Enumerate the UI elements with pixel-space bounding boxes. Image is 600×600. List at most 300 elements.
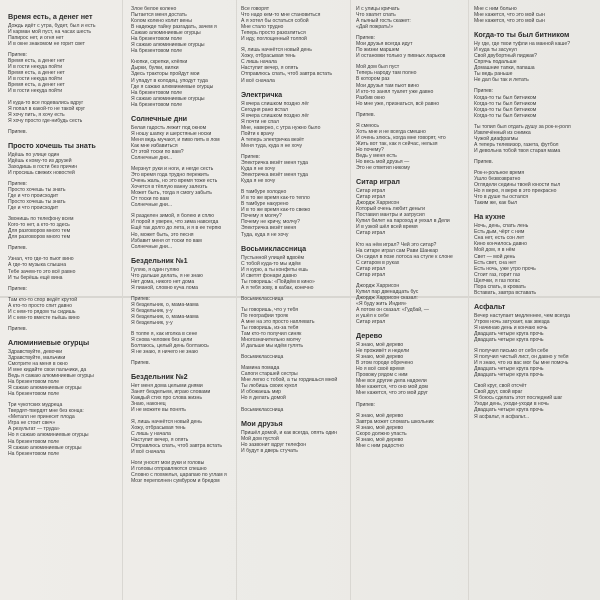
lyric-line: И с кем-то рядом ты сидишь bbox=[8, 308, 76, 315]
lyric-line: Двадцать четыре круга прочь bbox=[474, 372, 544, 379]
lyric-line: Припев: bbox=[8, 180, 28, 187]
lyric-line: Я бездельник, о, мама-мама bbox=[131, 313, 199, 320]
lyric-line: Рок-н-рольное время bbox=[474, 169, 525, 176]
lyric-line: Гуляю, я один гуляю bbox=[131, 266, 180, 273]
lyric-line: Сна нет, есть сон лет bbox=[474, 235, 525, 242]
lyric-line: И просишь свежих новостей bbox=[8, 169, 75, 176]
song-title: Асфальт bbox=[474, 301, 506, 311]
lyric-line: Мозг переполнен сумбуром и бредом bbox=[131, 477, 220, 484]
lyric-line: Может быть, тогда я смогу забыть bbox=[131, 190, 212, 197]
lyric-line: Три чукотских мудреца bbox=[8, 402, 63, 409]
lyric-line: Уходи день, уходи-уходи в ночь bbox=[474, 401, 549, 408]
lyric-line: И куда-то все подевались вдруг bbox=[8, 99, 84, 106]
lyric-line: И кто-то занял туалет уже давно bbox=[356, 88, 434, 95]
column-fold-1 bbox=[122, 0, 123, 600]
lyric-line: Мой дом был пуст bbox=[356, 64, 400, 71]
lyric-line: Мамина помада bbox=[241, 365, 280, 372]
lyric-line: Хожу, отбрасывая тень bbox=[241, 53, 296, 60]
lyric-line: Я знаю, моё дерево bbox=[356, 424, 404, 431]
lyric-line: И куда ты засунул bbox=[474, 47, 517, 54]
lyric-line: А я хотел бы остаться собой bbox=[241, 18, 309, 25]
lyric-line: Купил пар двенадцать бус bbox=[356, 288, 419, 295]
lyric-line: Ведь у меня есть bbox=[356, 152, 397, 159]
lyric-line: Мои друзья всегда идут bbox=[356, 41, 413, 48]
lyric-line: Избавит меня от тоски по вам bbox=[131, 237, 202, 244]
lyric-line: На брезентовом поле bbox=[8, 450, 60, 457]
lyric-line: Я асфальт, я асфальт... bbox=[474, 413, 530, 420]
lyric-line: Мерзнут руки и ноги, и негде сесть bbox=[131, 166, 214, 173]
lyric-line: Припев. bbox=[474, 158, 494, 165]
lyric-line: Мне стало трудно bbox=[241, 24, 284, 31]
lyric-line: Я знаю, моё дерево bbox=[356, 436, 404, 443]
lyric-line: Свой круг, свой отсчёт bbox=[474, 383, 527, 390]
lyric-line: Вечер наступает медленнее, чем всегда bbox=[474, 312, 570, 319]
lyric-line: Пойти к врачу bbox=[241, 130, 275, 137]
lyric-line: А потом он сказал: «Гудбай, — bbox=[356, 306, 430, 313]
lyric-line: Что в душе ты остался bbox=[474, 194, 529, 201]
lyric-line: И будут в дверь стучать bbox=[241, 447, 298, 454]
lyric-line: Твердят-твердят мне без конца: bbox=[8, 408, 84, 415]
lyric-line: Время есть, а денег нет bbox=[8, 70, 65, 77]
lyric-line: И в окне знакомом не горит свет bbox=[8, 41, 85, 48]
lyrics-column-3 bbox=[241, 6, 349, 454]
lyric-line: И в гости некуда пойти bbox=[8, 88, 63, 95]
lyric-line: Припев. bbox=[8, 325, 28, 332]
lyric-line: Наступит вечер, я опять bbox=[131, 436, 189, 443]
lyric-line: И с кем-то вместе пьёшь вино bbox=[8, 314, 80, 321]
lyric-line: Заходишь в гости без причин bbox=[8, 163, 78, 170]
lyric-line: Я знаю, моё дерево bbox=[356, 354, 404, 361]
lyric-line: Каждый стих про слова жизнь bbox=[131, 395, 202, 402]
lyric-line: Знаю, наконец bbox=[131, 401, 166, 408]
lyric-line: Жить вот так, как я сейчас, нельзя bbox=[356, 140, 438, 147]
lyric-line: Здесь тракторы пройдут мои bbox=[131, 71, 200, 78]
lyric-line: «Металл не принесет плода bbox=[8, 414, 75, 421]
lyric-line: В этом городе обречено bbox=[356, 360, 414, 367]
lyric-line: Вставать, завтра вставать bbox=[474, 289, 537, 296]
lyric-line: Когда-то ты был битником bbox=[474, 106, 537, 113]
lyric-line: Сегодня рано встал bbox=[241, 106, 288, 113]
lyric-line: Я хочу просто где-нибудь сесть bbox=[8, 117, 83, 124]
lyric-line: Дождь идёт с утра, будет, был и есть bbox=[8, 23, 96, 29]
lyric-line: И в то же время как-то тепло bbox=[241, 195, 310, 202]
lyric-line: Припев. bbox=[8, 128, 28, 135]
lyric-line: Электричка везёт меня bbox=[241, 225, 297, 232]
lyric-line: В тамбуре холодно bbox=[241, 189, 287, 196]
lyric-line: Ведь я сажаю алюминиевые огурцы bbox=[8, 373, 94, 380]
lyric-line: И всё сначала bbox=[131, 448, 165, 455]
lyric-line: Но мне уже, признаться, всё равно bbox=[356, 100, 440, 107]
lyric-line: Где я сажаю алюминиевые огурцы bbox=[131, 83, 214, 90]
song-title: Мои друзья bbox=[241, 418, 283, 428]
lyric-line: И ты берёшь ещё вина bbox=[8, 274, 63, 281]
lyric-line: Хоть мне и не всегда смешно bbox=[356, 128, 426, 135]
lyric-line: Восьмиклассница bbox=[241, 406, 284, 413]
lyric-line: Очень жаль, но это время тоже есть bbox=[131, 178, 218, 185]
lyric-line: Мой дом пустой bbox=[241, 435, 279, 442]
lyric-line: И иду, поглощенный толпой bbox=[241, 36, 307, 43]
lyric-line: И в гости некуда пойти bbox=[8, 64, 63, 71]
lyric-line: Ситар играл bbox=[356, 265, 386, 272]
lyric-line: Поставил мантры и затрусил bbox=[356, 212, 425, 219]
lyric-line: Мои друзья там пьют вино bbox=[356, 82, 419, 89]
lyric-line: Теперь народу там полно bbox=[356, 70, 417, 77]
lyric-line: Пустынной улицей вдвоём bbox=[241, 254, 305, 261]
lyric-line: Все говорят bbox=[241, 6, 270, 12]
song-title: Алюминиевые огурцы bbox=[8, 337, 90, 347]
lyrics-column-4 bbox=[356, 6, 464, 449]
lyric-line: На брезентовом поле bbox=[131, 89, 183, 96]
lyric-line: Я, лишь начнётся новый день bbox=[241, 47, 312, 54]
lyric-line: Припев: bbox=[474, 88, 494, 95]
lyric-line: Ситар играл bbox=[356, 230, 386, 237]
lyric-line: А кто-то просто спит давно bbox=[8, 302, 72, 309]
lyric-line: Электричка везёт меня туда bbox=[241, 159, 309, 166]
lyric-line: И я курю, а ты конфеты ешь bbox=[241, 266, 308, 273]
lyric-line: Игра не стоит свеч» bbox=[8, 420, 56, 427]
lyric-line: Что надо кем-то мне становиться bbox=[241, 12, 321, 19]
lyric-line: Белая гадость лежит под окном bbox=[131, 124, 207, 131]
lyric-line: «Я буду жить Индия» bbox=[356, 300, 407, 307]
lyric-line: Но, может быть, это песня bbox=[131, 231, 194, 238]
lyric-line: Домашние тапки, папаша bbox=[474, 65, 535, 72]
lyric-line: И я знаю, что из вас мог бы мне помочь bbox=[474, 360, 569, 367]
lyric-line: Я вчера слишком поздно лёг bbox=[241, 100, 310, 107]
lyric-line: Я сажаю алюминиевые огурцы bbox=[131, 42, 205, 49]
lyric-line: И с улицы кричать bbox=[356, 6, 400, 12]
lyric-line: Ситар играл bbox=[356, 319, 386, 326]
lyric-line: Меня туда, куда я не хочу bbox=[241, 142, 303, 149]
lyric-line: Разбив окно bbox=[356, 94, 385, 101]
lyric-line: Что дальше делать, я не знаю bbox=[131, 272, 203, 279]
lyric-line: Мне кажется, что это мой сын bbox=[474, 12, 545, 19]
lyric-line: Хожу, отбрасывая тень bbox=[131, 424, 186, 431]
lyric-line: Джордж Харрисон bbox=[356, 200, 400, 207]
lyric-line: Я пианой, словно куча лома bbox=[131, 284, 198, 291]
lyric-line: Свой двубортный пиджак? bbox=[474, 53, 538, 60]
lyric-line: А где-то музыка слышна bbox=[8, 262, 67, 269]
lyric-line: Куда я не хочу bbox=[241, 178, 276, 185]
lyric-line: Восьмиклассница bbox=[241, 354, 284, 361]
lyric-line: Двадцать четыре круга прочь bbox=[474, 330, 544, 337]
lyric-line: Меня ведь мучают, и пиво пить в лом bbox=[131, 136, 220, 143]
lyric-line: Я ношу шапку и шерстяные носки bbox=[131, 130, 212, 137]
lyric-line: Болтаюсь, целый день болтаюсь bbox=[131, 343, 209, 350]
song-title: Солнечные дни bbox=[131, 113, 188, 123]
lyric-line: Мне кажется, что оно мой дом bbox=[356, 384, 428, 391]
lyric-line: Припев: bbox=[241, 153, 261, 160]
lyric-line: Куда я не хочу bbox=[241, 166, 276, 173]
lyric-line: Утром ночь затухает, как звезда bbox=[474, 318, 550, 325]
lyric-line: Многозначительно молчу bbox=[241, 337, 301, 344]
lyric-line: И в узкой шёл всей время bbox=[356, 224, 418, 231]
lyric-line: Ты ведь раньше bbox=[474, 71, 513, 78]
lyric-line: Припев: bbox=[356, 401, 376, 408]
lyric-line: Ещё так долго до лета, и я в ее терпю bbox=[131, 225, 222, 232]
lyric-line: В котором раз bbox=[356, 76, 390, 83]
lyric-line: Я бездельник, у-у bbox=[131, 320, 173, 327]
lyric-line: Ну где, где твои туфли на манной каше? bbox=[474, 41, 571, 48]
lyric-line: Но зазвонит вдруг телефон bbox=[241, 441, 307, 448]
lyric-line: Мой дом, я в нём bbox=[474, 247, 515, 254]
lyric-line: Который очень любит деньги bbox=[356, 206, 425, 213]
lyric-line: Когда-то ты был битником bbox=[474, 100, 537, 107]
lyric-line: Мне все другие дела надоели bbox=[356, 378, 427, 385]
lyric-line: Где и что происходит bbox=[8, 193, 59, 200]
lyric-line: и ушёл к себе bbox=[356, 313, 389, 320]
lyrics-column-5 bbox=[474, 6, 582, 420]
lyric-line: Но я верю, я верю в это прекрасно bbox=[474, 188, 557, 195]
song-title: Электричка bbox=[241, 89, 283, 99]
lyric-line: Мне легко с тобой, а ты гордишься мной bbox=[241, 377, 338, 384]
lyric-line: Пора спать, в кровать bbox=[474, 283, 526, 290]
lyric-line: Это не ответил никому bbox=[356, 165, 411, 172]
lyric-line: Не дал бы так и летать bbox=[474, 77, 529, 84]
lyric-line: Время есть, а денег нет bbox=[8, 82, 65, 89]
lyric-line: И мне кидайте свои пальчики, да bbox=[8, 367, 87, 374]
lyric-line: Нет меня дома целыми днями bbox=[131, 383, 203, 390]
lyric-line: А я тебя зову, в кабак, конечно bbox=[241, 284, 314, 291]
lyric-line: На брезентовом поле bbox=[8, 379, 60, 386]
lyric-line: В тамбуре накурено bbox=[241, 201, 289, 208]
lyric-line: А пьяный гость скажет: bbox=[356, 18, 411, 25]
lyric-line: На брезентовом поле bbox=[131, 48, 183, 55]
lyric-line: Мне кажется, что это мой сын bbox=[474, 18, 545, 25]
lyric-line: И остановки только у пивных ларьков bbox=[356, 53, 446, 60]
song-title: Дерево bbox=[356, 331, 383, 341]
lyric-line: Я смеюсь bbox=[356, 122, 379, 129]
lyric-line: Ситар играл bbox=[356, 194, 386, 201]
lyric-line: Припев: bbox=[131, 295, 151, 302]
lyric-line: Мне с ним радостно bbox=[356, 442, 404, 449]
lyric-line: Купил билет на пароход и уехал в Дели bbox=[356, 218, 450, 225]
lyric-line: И очень злюсь, когда мне говорят, что bbox=[356, 134, 446, 141]
lyric-line: Ты любишь своих кукол bbox=[241, 383, 298, 390]
lyric-line: Где и что происходит bbox=[8, 205, 59, 212]
song-title: Когда-то ты был битником bbox=[474, 30, 570, 40]
column-fold-4 bbox=[468, 0, 469, 600]
lyric-line: Я сажаю алюминиевые огурцы bbox=[131, 95, 205, 102]
lyric-line: И не можете вы понять bbox=[131, 407, 186, 414]
lyric-line: И порой я уверен, что зима навсегда bbox=[131, 219, 219, 226]
lyric-line: Извлечённый из снимка bbox=[474, 129, 531, 136]
lyric-line: Ночь, день, спать лень bbox=[474, 223, 529, 230]
lyric-line: Двадцать четыре круга прочь bbox=[474, 407, 544, 414]
lyric-line: Свой друг, свой враг bbox=[474, 389, 523, 396]
lyric-line: Время есть, а денег нет bbox=[8, 58, 65, 65]
lyric-line: Но я делать домой bbox=[241, 395, 286, 402]
lyric-line: Теперь просто разозлиться bbox=[241, 30, 306, 37]
song-title: Время есть, а денег нет bbox=[8, 12, 93, 21]
lyric-line: Узнал, что где-то пьют вино bbox=[8, 256, 74, 263]
lyric-line: Ты говоришь: «Пойдём в кино» bbox=[241, 278, 315, 285]
lyric-line: Тебе зачем-то это всё равно bbox=[8, 268, 76, 275]
lyric-line: Наступит вечер, я опять bbox=[241, 65, 299, 72]
song-title: Бездельник №2 bbox=[131, 372, 188, 382]
lyric-line: Есть свет, сна нет bbox=[474, 259, 517, 266]
lyric-line: Но почему? bbox=[356, 146, 384, 153]
lyric-line: Когда-то ты был битником bbox=[474, 94, 537, 101]
lyric-line: Когда-то ты был битником bbox=[474, 112, 537, 119]
lyric-line: И обожаешь мир bbox=[241, 389, 282, 396]
lyric-line: Спрячь подальше bbox=[474, 59, 517, 66]
lyric-line: Припев. bbox=[356, 111, 376, 118]
lyrics-column-1 bbox=[8, 6, 116, 457]
lyric-line: Скоро должно упасть bbox=[356, 430, 407, 437]
lyric-line: В толпе я, как иголка в сене bbox=[131, 331, 198, 338]
lyric-line: На брезентовом поле bbox=[8, 438, 60, 445]
lyric-line: Ты говоришь, что у тебя bbox=[241, 306, 299, 313]
lyric-line: Кто на нём играл? Чей это ситар? bbox=[356, 241, 437, 248]
lyric-line: Я сажаю алюминиевые огурцы bbox=[8, 444, 82, 451]
lyric-line: Пришёл домой, и как всегда, опять один bbox=[241, 429, 337, 436]
lyric-line: Там кто-то получил синяк bbox=[241, 331, 302, 338]
lyric-line: Оглядели седины твоей юности пыл bbox=[474, 182, 561, 189]
lyric-line: Провожу рядом с ним bbox=[356, 372, 408, 379]
lyric-line: Я снова человек без цели bbox=[131, 337, 193, 344]
lyric-line: Я, лишь начнётся новый день bbox=[131, 418, 202, 425]
lyric-line: Кнопки, скрепки, клёпки bbox=[131, 59, 188, 66]
lyric-line: Припев: bbox=[8, 285, 28, 292]
lyric-line: Электричка везёт меня туда bbox=[241, 172, 309, 179]
song-title: Просто хочешь ты знать bbox=[8, 140, 96, 150]
lyric-line: Занят бездельем, играю словами bbox=[131, 389, 211, 396]
song-title: На кухне bbox=[474, 212, 506, 222]
lyric-line: Смотрите на меня в окно bbox=[8, 360, 68, 367]
lyric-line: Кого-то нет, а кто-то здесь bbox=[8, 222, 70, 229]
lyric-line: «Дай пожрать!» bbox=[356, 24, 394, 31]
lyric-line: А результат — труда» bbox=[8, 426, 60, 433]
lyric-line: С ситаром в руках bbox=[356, 259, 400, 266]
lyric-line: Пытается меня достать bbox=[131, 12, 187, 19]
lyrics-column-2 bbox=[131, 6, 239, 484]
column-fold-3 bbox=[350, 0, 351, 600]
lyric-line: На ситаре играл сам Рави Шанкар bbox=[356, 247, 438, 254]
lyric-line: Джордж Харрисон bbox=[356, 282, 400, 289]
lyric-line: И девольна тобой твоя старая мама bbox=[474, 147, 561, 154]
lyric-line: Что хватит спать bbox=[356, 12, 396, 19]
lyric-line: Свет — мой день bbox=[474, 253, 516, 260]
lyric-line: И головы отправляются спешно bbox=[131, 465, 207, 472]
lyric-line: И упадут в колодец, уподут туда bbox=[131, 77, 208, 84]
lyric-line: Но весь мой друзья — bbox=[356, 159, 410, 166]
lyric-line: А мне на это просто наплевать bbox=[241, 318, 315, 325]
lyric-line: Здравствуйте, мальчики bbox=[8, 354, 66, 361]
lyric-line: Припев. bbox=[8, 245, 28, 252]
lyric-line: Я вчера слишком поздно лёг bbox=[241, 112, 310, 119]
lyric-line: Для разговоров много тем bbox=[8, 234, 71, 241]
lyric-line: Я хочу пить, я хочу есть bbox=[8, 111, 65, 118]
lyric-line: Я не знаю, я ничего не знаю bbox=[131, 349, 198, 356]
lyric-line: Кино кончилось давно bbox=[474, 241, 527, 248]
lyric-line: Ушло безвозвратно bbox=[474, 176, 521, 183]
lyric-line: От этой тоски по вам? bbox=[131, 148, 184, 155]
lyric-line: С лишь начала bbox=[241, 59, 277, 66]
lyric-line: Солнечные дни... bbox=[131, 154, 173, 161]
lyric-line: Отправлюсь спать, чтоб завтра встать bbox=[241, 71, 333, 78]
lyric-line: Я боюсь сделать этот последний шаг bbox=[474, 395, 563, 402]
lyric-line: Солнечные дни... bbox=[131, 243, 173, 250]
lyric-line: Двадцать четыре круга прочь bbox=[474, 366, 544, 373]
lyric-line: Для разговоров много тем bbox=[8, 228, 71, 235]
lyric-line: Ситар играл bbox=[356, 188, 386, 195]
lyric-line: От тоски по вам bbox=[131, 196, 169, 203]
lyric-line: Хочется в тёплую ванну залезть bbox=[131, 184, 208, 191]
lyric-line: С лишь у начала bbox=[131, 430, 171, 437]
lyric-line: Я попал в какой-то не такой круг bbox=[8, 105, 86, 112]
lyric-line: Мне кажется, что это мой друг bbox=[356, 390, 428, 397]
lyric-line: Припев. bbox=[131, 360, 151, 367]
lyric-line: Почему я молчу? bbox=[241, 213, 282, 220]
lyric-line: Колом колено колит вены bbox=[131, 18, 192, 25]
lyric-line: Солнечные дни... bbox=[131, 202, 173, 209]
lyric-line: Ты говоришь, из-за тебя bbox=[241, 325, 299, 332]
lyric-line: Туда, куда я не хочу bbox=[241, 231, 289, 238]
lyric-line: Отправлюсь спать, чтоб завтра встать bbox=[131, 442, 223, 449]
lyric-line: А теперь электричка везёт bbox=[241, 136, 305, 143]
lyric-line: Папирос нет, и огня нет bbox=[8, 35, 64, 42]
lyric-line: Джордж Харрисон сказал: bbox=[356, 294, 418, 301]
lyric-line: Там кто-то спор ведёт крутой bbox=[8, 296, 78, 303]
lyric-line: Идёшь к кому-то из друзей bbox=[8, 157, 72, 164]
lyric-line: А теперь телевизор, газета, футбол bbox=[474, 141, 559, 148]
lyric-line: Есть ночь, уже утро прочь bbox=[474, 265, 536, 272]
lyric-line: И светят фонари давно bbox=[241, 272, 297, 279]
lyric-line: Я знаю, моё дерево bbox=[356, 412, 404, 419]
lyric-line: Мне, наверно, с утра нужно было bbox=[241, 124, 321, 131]
lyric-line: Здравствуйте, девочки bbox=[8, 348, 63, 355]
lyric-line: Нет дома, никого нет дома bbox=[131, 278, 195, 285]
lyric-line: На брезентовом поле bbox=[131, 36, 183, 43]
lyric-line: Просто хочешь ты знать bbox=[8, 186, 66, 193]
lyric-line: И в гости некуда пойти bbox=[8, 76, 63, 83]
lyric-line: Он сидел в позе лотоса на стуле к слоне bbox=[356, 253, 453, 260]
lyric-line: Чужой диафрагмы bbox=[474, 135, 519, 142]
song-title: Восьмиклассница bbox=[241, 243, 307, 253]
lyric-line: Я получил письмо от себя себе bbox=[474, 348, 549, 355]
lyric-line: На брезентовом поле bbox=[8, 391, 60, 398]
lyric-line: Не проживёт и недели bbox=[356, 348, 410, 355]
lyric-line: И всё сначала bbox=[241, 77, 275, 84]
lyric-line: Это время года трудно пережить bbox=[131, 172, 209, 179]
lyric-line: Припев: bbox=[356, 35, 376, 42]
lyric-line: С тобой куда-то мы идём bbox=[241, 260, 301, 267]
lyric-line: Я бездельник, о, мама-мама bbox=[131, 301, 199, 308]
lyric-line: Восьмиклассница bbox=[241, 295, 284, 302]
lyric-line: Завтра может сломать школьник bbox=[356, 418, 434, 425]
lyric-line: Стоит газ, горит газ bbox=[474, 271, 520, 278]
lyric-line: И карман мой пуст, на часах шесть bbox=[8, 29, 91, 36]
lyric-line: Я получил чистый лист, он давно у тебя bbox=[474, 354, 569, 361]
song-title: Ситар играл bbox=[356, 177, 400, 187]
lyric-line: Я бездельник, у-у bbox=[131, 307, 173, 314]
lyric-line: По жизни маршем bbox=[356, 47, 400, 54]
lyric-line: Звонишь по телефону всем bbox=[8, 216, 74, 223]
lyric-line: Но я всё своё время bbox=[356, 366, 405, 373]
lyric-line: Я знаю, моё дерево bbox=[356, 342, 404, 349]
lyric-line: Мне с ним больно bbox=[474, 6, 517, 12]
lyric-line: Идёшь по улице один bbox=[8, 151, 60, 158]
lyric-line: В надежде тайну разгадать, зачем я bbox=[131, 24, 217, 31]
lyric-line: Словно с похмелья, царапаю по углам я bbox=[131, 471, 227, 478]
lyric-line: Двадцать четыре круга прочь bbox=[474, 337, 544, 344]
lyric-line: Ситар играл bbox=[356, 271, 386, 278]
lyric-line: Ты топил был отдать душу за рок-н-ролл bbox=[474, 123, 571, 130]
lyric-line: Таким же, как был bbox=[474, 200, 518, 207]
lyric-line: И в то же время как-то свежо bbox=[241, 207, 311, 214]
lyric-line: Припев: bbox=[8, 52, 28, 59]
lyric-line: Есть дым, чёрт с ним bbox=[474, 229, 525, 236]
